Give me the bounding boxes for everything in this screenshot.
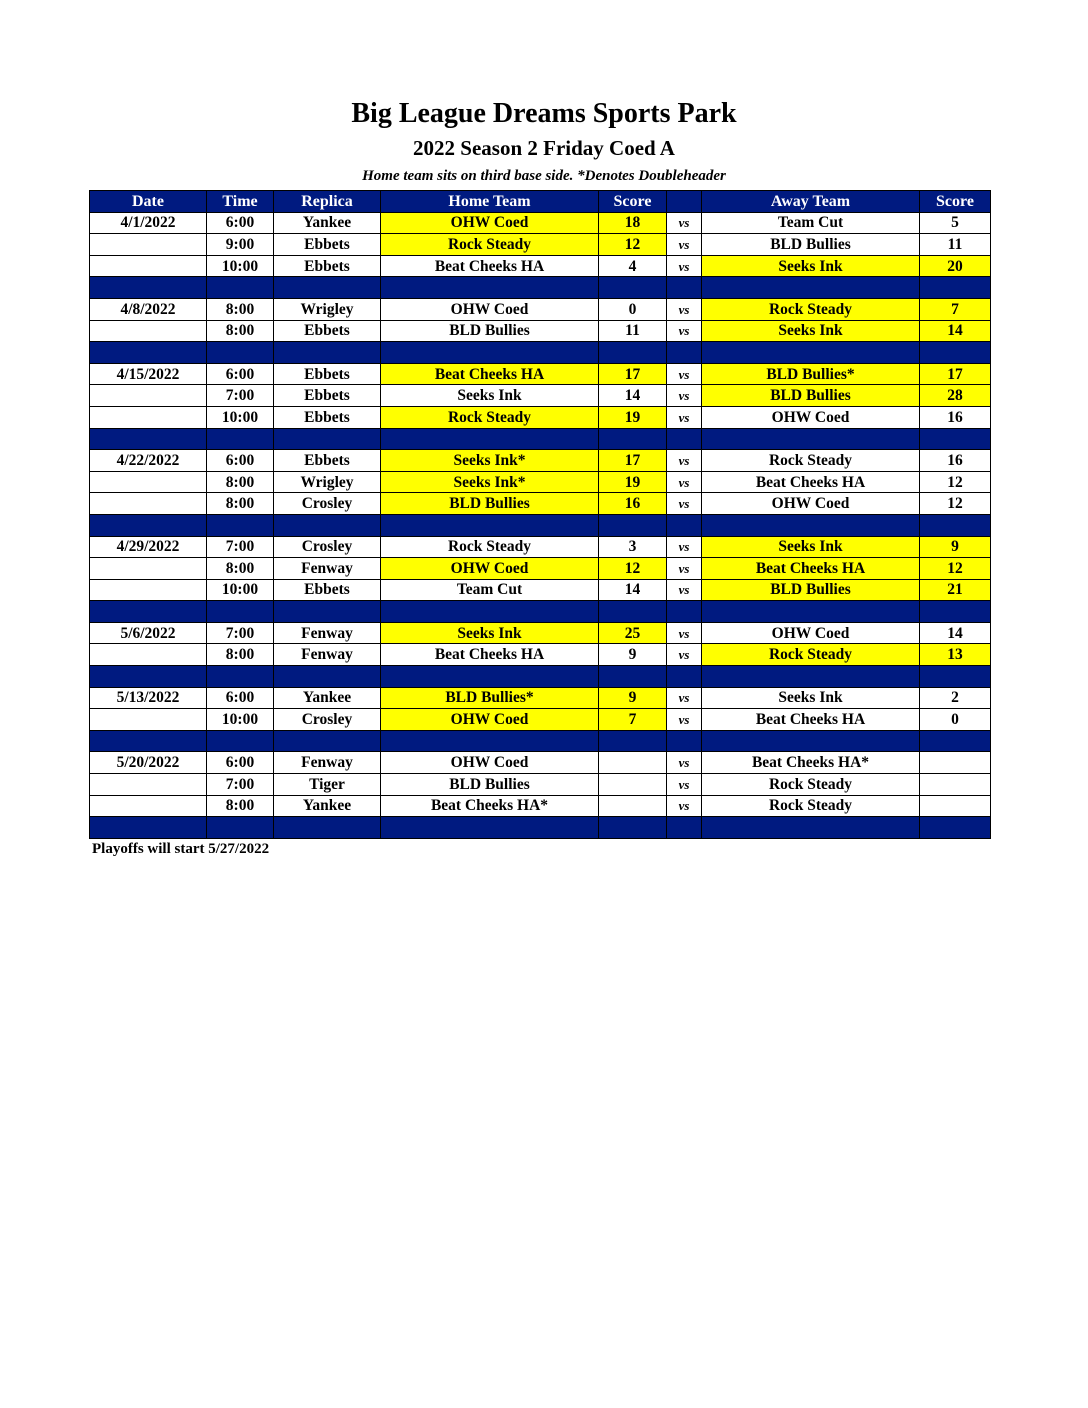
separator-cell xyxy=(702,428,920,450)
away-team: OHW Coed xyxy=(702,493,920,515)
separator-cell xyxy=(702,666,920,688)
home-team: Seeks Ink* xyxy=(381,471,599,493)
away-score: 16 xyxy=(920,406,991,428)
table-row xyxy=(90,363,991,385)
away-score: 12 xyxy=(920,558,991,580)
table-row xyxy=(90,385,991,407)
column-header-time: Time xyxy=(207,191,274,213)
separator-cell xyxy=(90,666,207,688)
home-score: 25 xyxy=(599,622,667,644)
away-score: 11 xyxy=(920,234,991,256)
away-team: Rock Steady xyxy=(702,298,920,320)
game-date: 4/8/2022 xyxy=(90,298,207,320)
home-team: Rock Steady xyxy=(381,536,599,558)
separator-cell xyxy=(90,730,207,752)
game-date xyxy=(90,774,207,796)
away-team: BLD Bullies xyxy=(702,385,920,407)
schedule-note: Home team sits on third base side. *Denotes Doubleheader xyxy=(362,168,726,184)
separator-cell xyxy=(702,342,920,364)
separator-cell xyxy=(90,514,207,536)
table-row xyxy=(90,450,991,472)
home-team: Beat Cheeks HA xyxy=(381,255,599,277)
game-time: 8:00 xyxy=(207,795,274,817)
separator-cell xyxy=(920,428,991,450)
separator-cell xyxy=(599,514,667,536)
separator-cell xyxy=(702,817,920,839)
away-score: 9 xyxy=(920,536,991,558)
home-team: OHW Coed xyxy=(381,298,599,320)
vs-label: vs xyxy=(667,536,702,558)
away-team: Rock Steady xyxy=(702,774,920,796)
separator-cell xyxy=(920,342,991,364)
separator-cell xyxy=(381,601,599,623)
away-score: 16 xyxy=(920,450,991,472)
vs-label: vs xyxy=(667,558,702,580)
vs-label: vs xyxy=(667,385,702,407)
away-team: Rock Steady xyxy=(702,450,920,472)
away-score xyxy=(920,752,991,774)
separator-row xyxy=(90,514,991,536)
away-team: OHW Coed xyxy=(702,622,920,644)
separator-cell xyxy=(702,277,920,299)
home-team: Seeks Ink* xyxy=(381,450,599,472)
game-date xyxy=(90,385,207,407)
away-team: BLD Bullies xyxy=(702,579,920,601)
separator-cell xyxy=(599,666,667,688)
away-score: 5 xyxy=(920,212,991,234)
away-score: 20 xyxy=(920,255,991,277)
game-date: 4/29/2022 xyxy=(90,536,207,558)
vs-label: vs xyxy=(667,622,702,644)
away-score xyxy=(920,774,991,796)
game-time: 6:00 xyxy=(207,212,274,234)
table-row xyxy=(90,298,991,320)
vs-label: vs xyxy=(667,320,702,342)
home-team: BLD Bullies xyxy=(381,493,599,515)
separator-cell xyxy=(667,342,702,364)
table-row xyxy=(90,536,991,558)
home-score xyxy=(599,795,667,817)
home-team: OHW Coed xyxy=(381,709,599,731)
home-score xyxy=(599,774,667,796)
away-team: Team Cut xyxy=(702,212,920,234)
separator-cell xyxy=(274,817,381,839)
separator-cell xyxy=(90,428,207,450)
game-time: 8:00 xyxy=(207,298,274,320)
away-team: Rock Steady xyxy=(702,644,920,666)
home-team: Seeks Ink xyxy=(381,385,599,407)
vs-label: vs xyxy=(667,298,702,320)
table-row xyxy=(90,212,991,234)
separator-cell xyxy=(381,514,599,536)
separator-cell xyxy=(274,601,381,623)
game-time: 6:00 xyxy=(207,363,274,385)
playoffs-note: Playoffs will start 5/27/2022 xyxy=(92,841,270,857)
game-replica: Fenway xyxy=(274,644,381,666)
separator-cell xyxy=(207,730,274,752)
game-time: 7:00 xyxy=(207,536,274,558)
game-date: 4/1/2022 xyxy=(90,212,207,234)
separator-cell xyxy=(599,428,667,450)
separator-cell xyxy=(381,666,599,688)
home-score: 9 xyxy=(599,687,667,709)
home-score: 9 xyxy=(599,644,667,666)
separator-cell xyxy=(702,514,920,536)
away-score: 0 xyxy=(920,709,991,731)
separator-cell xyxy=(920,601,991,623)
game-time: 8:00 xyxy=(207,558,274,580)
away-score: 7 xyxy=(920,298,991,320)
away-team: Beat Cheeks HA xyxy=(702,471,920,493)
separator-cell xyxy=(90,601,207,623)
separator-row xyxy=(90,601,991,623)
column-header-away-team: Away Team xyxy=(702,191,920,213)
away-score: 13 xyxy=(920,644,991,666)
table-row xyxy=(90,622,991,644)
separator-cell xyxy=(667,730,702,752)
away-score: 2 xyxy=(920,687,991,709)
game-replica: Tiger xyxy=(274,774,381,796)
game-date xyxy=(90,320,207,342)
game-date xyxy=(90,709,207,731)
game-time: 6:00 xyxy=(207,752,274,774)
separator-cell xyxy=(599,601,667,623)
home-score: 4 xyxy=(599,255,667,277)
away-team: BLD Bullies xyxy=(702,234,920,256)
away-team: Beat Cheeks HA xyxy=(702,558,920,580)
game-replica: Fenway xyxy=(274,622,381,644)
game-time: 8:00 xyxy=(207,493,274,515)
separator-cell xyxy=(667,666,702,688)
separator-cell xyxy=(274,277,381,299)
game-date xyxy=(90,234,207,256)
separator-cell xyxy=(207,601,274,623)
vs-label: vs xyxy=(667,579,702,601)
game-date xyxy=(90,558,207,580)
home-team: Beat Cheeks HA xyxy=(381,363,599,385)
column-header-date: Date xyxy=(90,191,207,213)
table-row xyxy=(90,471,991,493)
table-row xyxy=(90,709,991,731)
home-score: 16 xyxy=(599,493,667,515)
vs-label: vs xyxy=(667,774,702,796)
vs-label: vs xyxy=(667,709,702,731)
game-replica: Yankee xyxy=(274,795,381,817)
away-team: Seeks Ink xyxy=(702,320,920,342)
game-replica: Crosley xyxy=(274,493,381,515)
game-date: 5/13/2022 xyxy=(90,687,207,709)
home-team: BLD Bullies* xyxy=(381,687,599,709)
column-header-home-score: Score xyxy=(599,191,667,213)
separator-cell xyxy=(381,428,599,450)
away-team: Seeks Ink xyxy=(702,687,920,709)
separator-cell xyxy=(702,730,920,752)
separator-cell xyxy=(920,277,991,299)
separator-cell xyxy=(381,730,599,752)
game-replica: Wrigley xyxy=(274,471,381,493)
away-team: Seeks Ink xyxy=(702,255,920,277)
away-score: 12 xyxy=(920,471,991,493)
separator-cell xyxy=(667,277,702,299)
game-replica: Crosley xyxy=(274,536,381,558)
game-date: 4/15/2022 xyxy=(90,363,207,385)
game-replica: Ebbets xyxy=(274,320,381,342)
home-score: 19 xyxy=(599,406,667,428)
vs-label: vs xyxy=(667,795,702,817)
table-row xyxy=(90,774,991,796)
game-time: 6:00 xyxy=(207,450,274,472)
home-score: 19 xyxy=(599,471,667,493)
game-replica: Fenway xyxy=(274,752,381,774)
game-date xyxy=(90,255,207,277)
game-replica: Ebbets xyxy=(274,385,381,407)
home-team: Beat Cheeks HA xyxy=(381,644,599,666)
game-time: 10:00 xyxy=(207,255,274,277)
separator-cell xyxy=(667,601,702,623)
column-header-vs xyxy=(667,191,702,213)
home-score: 0 xyxy=(599,298,667,320)
away-team: BLD Bullies* xyxy=(702,363,920,385)
game-date xyxy=(90,795,207,817)
vs-label: vs xyxy=(667,752,702,774)
game-time: 7:00 xyxy=(207,385,274,407)
game-time: 10:00 xyxy=(207,579,274,601)
vs-label: vs xyxy=(667,450,702,472)
home-team: OHW Coed xyxy=(381,212,599,234)
home-score: 14 xyxy=(599,385,667,407)
column-header-away-score: Score xyxy=(920,191,991,213)
separator-cell xyxy=(599,277,667,299)
game-replica: Fenway xyxy=(274,558,381,580)
separator-cell xyxy=(90,277,207,299)
separator-cell xyxy=(667,817,702,839)
separator-cell xyxy=(599,342,667,364)
separator-cell xyxy=(90,342,207,364)
separator-cell xyxy=(274,514,381,536)
separator-row xyxy=(90,817,991,839)
home-team: Rock Steady xyxy=(381,234,599,256)
home-team: BLD Bullies xyxy=(381,320,599,342)
away-score: 12 xyxy=(920,493,991,515)
home-score: 18 xyxy=(599,212,667,234)
separator-cell xyxy=(920,514,991,536)
game-date: 5/20/2022 xyxy=(90,752,207,774)
home-score xyxy=(599,752,667,774)
schedule-table xyxy=(89,190,991,839)
vs-label: vs xyxy=(667,687,702,709)
table-row xyxy=(90,234,991,256)
table-row xyxy=(90,255,991,277)
game-replica: Ebbets xyxy=(274,234,381,256)
separator-cell xyxy=(207,277,274,299)
separator-cell xyxy=(90,817,207,839)
game-replica: Wrigley xyxy=(274,298,381,320)
game-time: 9:00 xyxy=(207,234,274,256)
game-time: 7:00 xyxy=(207,622,274,644)
home-score: 12 xyxy=(599,234,667,256)
table-row xyxy=(90,558,991,580)
separator-row xyxy=(90,428,991,450)
away-team: OHW Coed xyxy=(702,406,920,428)
separator-row xyxy=(90,730,991,752)
game-time: 8:00 xyxy=(207,320,274,342)
home-team: Team Cut xyxy=(381,579,599,601)
table-row xyxy=(90,493,991,515)
away-score: 17 xyxy=(920,363,991,385)
page-title: Big League Dreams Sports Park xyxy=(351,98,737,129)
table-row xyxy=(90,406,991,428)
away-team: Rock Steady xyxy=(702,795,920,817)
vs-label: vs xyxy=(667,406,702,428)
game-date xyxy=(90,579,207,601)
game-replica: Ebbets xyxy=(274,255,381,277)
game-time: 10:00 xyxy=(207,709,274,731)
separator-cell xyxy=(920,730,991,752)
game-replica: Ebbets xyxy=(274,579,381,601)
away-score xyxy=(920,795,991,817)
table-row xyxy=(90,644,991,666)
separator-cell xyxy=(381,342,599,364)
home-team: Seeks Ink xyxy=(381,622,599,644)
away-team: Beat Cheeks HA* xyxy=(702,752,920,774)
home-score: 3 xyxy=(599,536,667,558)
separator-cell xyxy=(207,817,274,839)
game-date: 4/22/2022 xyxy=(90,450,207,472)
game-date xyxy=(90,406,207,428)
separator-row xyxy=(90,277,991,299)
game-time: 7:00 xyxy=(207,774,274,796)
home-score: 17 xyxy=(599,363,667,385)
vs-label: vs xyxy=(667,493,702,515)
game-date xyxy=(90,644,207,666)
away-score: 14 xyxy=(920,622,991,644)
table-header-row xyxy=(90,191,991,213)
separator-cell xyxy=(274,342,381,364)
away-score: 28 xyxy=(920,385,991,407)
table-row xyxy=(90,795,991,817)
column-header-replica: Replica xyxy=(274,191,381,213)
separator-row xyxy=(90,342,991,364)
game-time: 8:00 xyxy=(207,471,274,493)
game-date xyxy=(90,471,207,493)
home-team: OHW Coed xyxy=(381,752,599,774)
table-row xyxy=(90,320,991,342)
separator-cell xyxy=(920,666,991,688)
away-team: Seeks Ink xyxy=(702,536,920,558)
vs-label: vs xyxy=(667,255,702,277)
game-replica: Yankee xyxy=(274,212,381,234)
game-date xyxy=(90,493,207,515)
game-replica: Ebbets xyxy=(274,363,381,385)
home-team: Beat Cheeks HA* xyxy=(381,795,599,817)
game-time: 6:00 xyxy=(207,687,274,709)
home-team: BLD Bullies xyxy=(381,774,599,796)
vs-label: vs xyxy=(667,363,702,385)
separator-cell xyxy=(207,514,274,536)
page-subtitle: 2022 Season 2 Friday Coed A xyxy=(413,136,675,160)
game-replica: Ebbets xyxy=(274,406,381,428)
separator-cell xyxy=(381,817,599,839)
vs-label: vs xyxy=(667,212,702,234)
game-replica: Yankee xyxy=(274,687,381,709)
separator-row xyxy=(90,666,991,688)
game-replica: Crosley xyxy=(274,709,381,731)
separator-cell xyxy=(274,428,381,450)
separator-cell xyxy=(207,428,274,450)
home-score: 17 xyxy=(599,450,667,472)
vs-label: vs xyxy=(667,471,702,493)
separator-cell xyxy=(599,730,667,752)
table-row xyxy=(90,752,991,774)
table-row xyxy=(90,687,991,709)
home-score: 7 xyxy=(599,709,667,731)
vs-label: vs xyxy=(667,234,702,256)
separator-cell xyxy=(274,666,381,688)
game-replica: Ebbets xyxy=(274,450,381,472)
game-time: 8:00 xyxy=(207,644,274,666)
separator-cell xyxy=(274,730,381,752)
separator-cell xyxy=(667,428,702,450)
separator-cell xyxy=(920,817,991,839)
home-team: Rock Steady xyxy=(381,406,599,428)
away-score: 14 xyxy=(920,320,991,342)
home-score: 12 xyxy=(599,558,667,580)
vs-label: vs xyxy=(667,644,702,666)
table-row xyxy=(90,579,991,601)
separator-cell xyxy=(207,342,274,364)
away-team: Beat Cheeks HA xyxy=(702,709,920,731)
separator-cell xyxy=(381,277,599,299)
game-date: 5/6/2022 xyxy=(90,622,207,644)
home-score: 14 xyxy=(599,579,667,601)
separator-cell xyxy=(207,666,274,688)
separator-cell xyxy=(702,601,920,623)
game-time: 10:00 xyxy=(207,406,274,428)
home-score: 11 xyxy=(599,320,667,342)
home-team: OHW Coed xyxy=(381,558,599,580)
away-score: 21 xyxy=(920,579,991,601)
separator-cell xyxy=(599,817,667,839)
separator-cell xyxy=(667,514,702,536)
column-header-home-team: Home Team xyxy=(381,191,599,213)
